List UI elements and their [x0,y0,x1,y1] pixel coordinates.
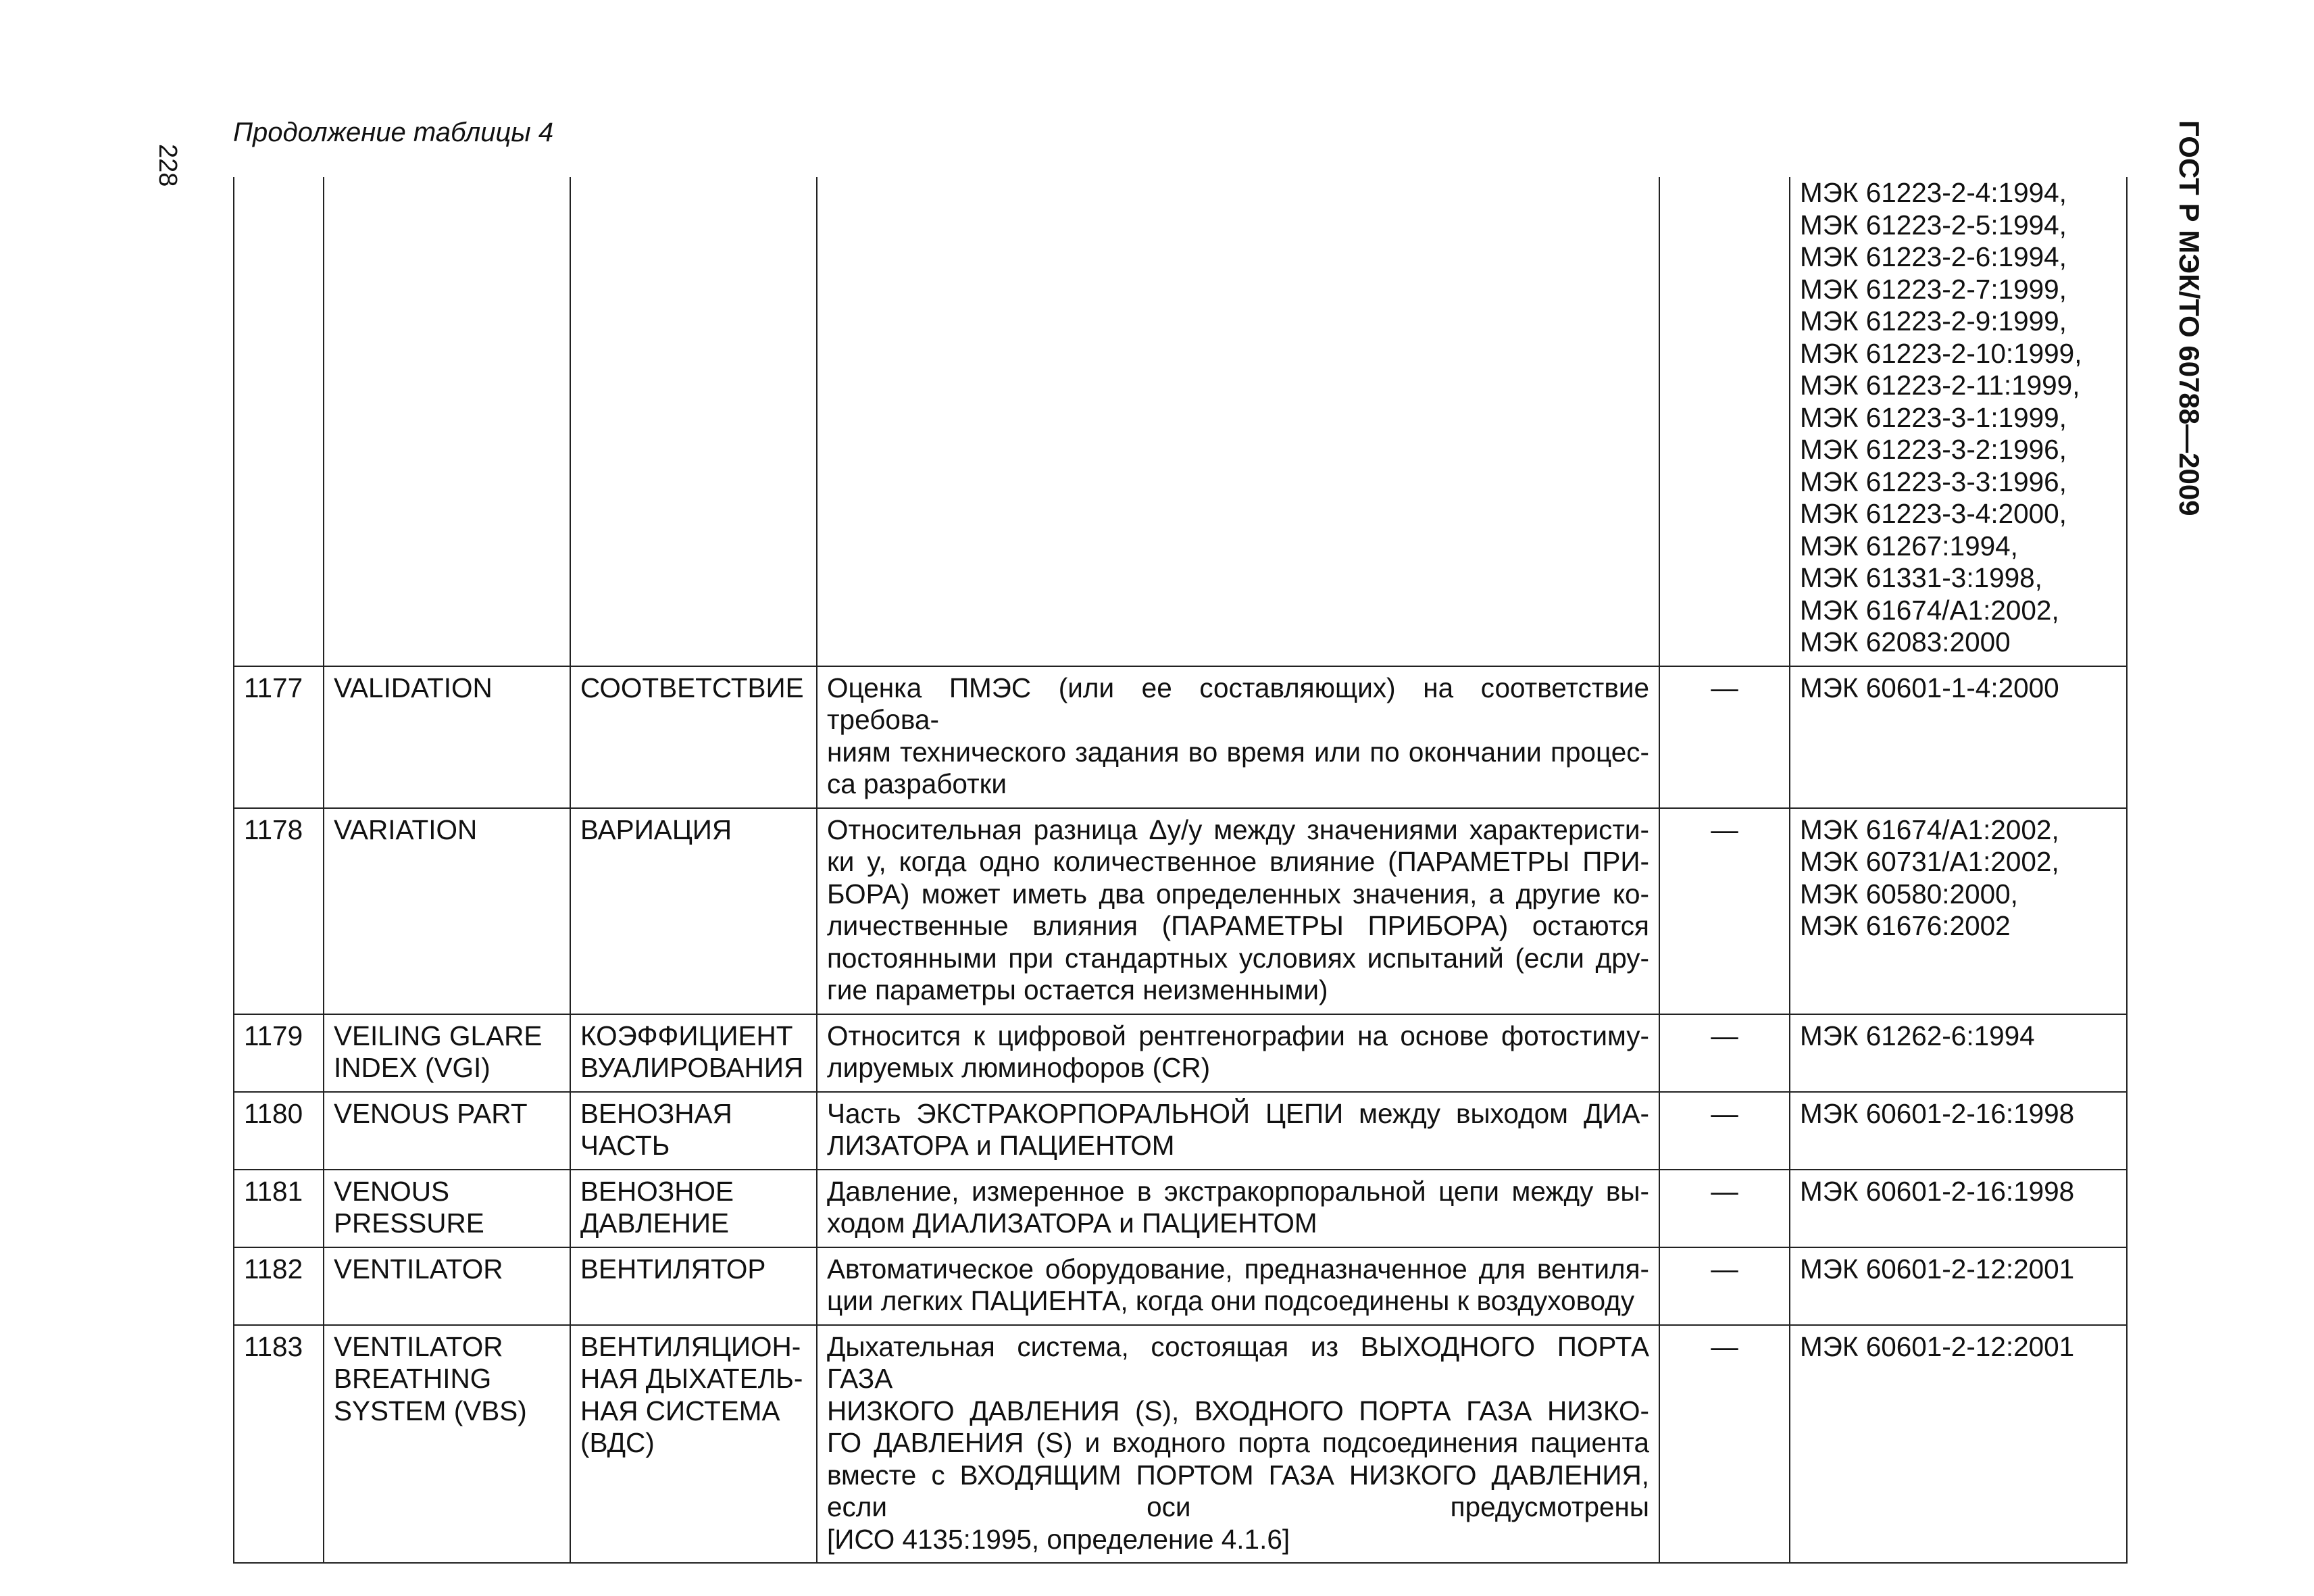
cell-line: Относится к цифровой рентгенографии на основе фотостиму- [827,1020,1649,1051]
cell-line: лируемых люминофоров (CR) [827,1052,1211,1083]
table-row [234,666,2127,808]
note-cell: — [1659,808,1790,1014]
refs-cell [1790,1092,2127,1170]
cell-line: МЭК 60601-2-12:2001 [1800,1253,2075,1285]
definition-cell [817,1247,1659,1325]
en-term-cell [324,1325,570,1564]
cell-line: VENTILATOR [334,1330,503,1362]
cell-line: МЭК 61674/А1:2002, [1800,814,2059,845]
en-term-cell [324,1014,570,1092]
cell-line: VALIDATION [334,672,493,703]
table-row-continued [234,177,2127,666]
definition-cell [817,808,1659,1014]
cell-line: МЭК 61223-2-10:1999, [1800,337,2082,369]
terms-table [233,177,2128,1564]
definition-cell [817,1092,1659,1170]
cell-line: ВЕНТИЛЯЦИОН- [580,1330,801,1362]
cell-line: КОЭФФИЦИЕНТ [580,1020,793,1051]
cell-line: МЭК 61223-2-5:1994, [1800,209,2067,241]
cell-line: МЭК 61223-2-11:1999, [1800,370,2080,401]
cell-line: МЭК 61262-6:1994 [1800,1020,2035,1051]
definition-cell [817,666,1659,808]
definition-cell [817,1014,1659,1092]
table-row [234,808,2127,1014]
en-term-cell [324,1092,570,1170]
note-cell: — [1659,666,1790,808]
cell-line: са разработки [827,768,1007,799]
ru-term-cell [570,808,817,1014]
cell-line: МЭК 61223-2-7:1999, [1800,273,2067,305]
note-cell: — [1659,1014,1790,1092]
cell-line: НАЯ ДЫХАТЕЛЬ- [580,1363,803,1394]
cell-line: VENOUS PART [334,1097,528,1129]
en-term-cell [324,1247,570,1325]
num-cell: 1179 [234,1014,324,1092]
cell-line: МЭК 61223-2-9:1999, [1800,305,2067,336]
cell-line: НИЗКОГО ДАВЛЕНИЯ (S), ВХОДНОГО ПОРТА ГАЗА НИЗКО- [827,1395,1649,1426]
cell-line: Относительная разница Δy/y между значениями характеристи- [827,814,1649,845]
cell-line: МЭК 60601-1-4:2000 [1800,672,2059,703]
cell-line: (ВДС) [580,1427,655,1458]
cell-line: МЭК 60601-2-16:1998 [1800,1175,2075,1207]
cell-line: [ИСО 4135:1995, определение 4.1.6] [827,1523,1290,1555]
cell-line: МЭК 61267:1994, [1800,530,2018,562]
note-cell: — [1659,1170,1790,1247]
cell-line: ЧАСТЬ [580,1130,670,1161]
cell-line: Давление, измеренное в экстракорпоральной цепи между вы- [827,1175,1649,1207]
cell-line: гие параметры остается неизменными) [827,974,1328,1005]
cell-line: VEILING GLARE [334,1020,543,1051]
cell-line: МЭК 62083:2000 [1800,626,2011,657]
note-cell: — [1659,1092,1790,1170]
cell-line: МЭК 60580:2000, [1800,878,2018,909]
cell-line: Оценка ПМЭС (или ее составляющих) на соответствие требова- [827,672,1649,735]
cell-line: ВЕНТИЛЯТОР [580,1253,766,1285]
num-cell: 1180 [234,1092,324,1170]
en-term-cell [324,1170,570,1247]
note-cell: — [1659,1247,1790,1325]
cell-line: МЭК 60601-2-12:2001 [1800,1330,2075,1362]
cell-line: ДАВЛЕНИЕ [580,1207,729,1239]
cell-line: VARIATION [334,814,478,845]
cell-line: МЭК 61223-2-6:1994, [1800,241,2067,272]
table-row [234,1092,2127,1170]
cell-line: ции легких ПАЦИЕНТА, когда они подсоединены к воздуховоду [827,1285,1635,1316]
cell-line: ВЕНОЗНОЕ [580,1175,734,1207]
table-row [234,1014,2127,1092]
cell-line: INDEX (VGI) [334,1052,491,1083]
ru-term-cell [570,1014,817,1092]
cell-line: Часть ЭКСТРАКОРПОРАЛЬНОЙ ЦЕПИ между выходом ДИА- [827,1097,1649,1129]
cell-line: вместе с ВХОДЯЩИМ ПОРТОМ ГАЗА НИЗКОГО ДАВЛЕНИЯ, [827,1459,1649,1491]
ru-term-cell [570,177,817,666]
cell-line: МЭК 61223-3-4:2000, [1800,498,2067,529]
cell-line: Дыхательная система, состоящая из ВЫХОДНОГО ПОРТА ГАЗА [827,1330,1649,1394]
ru-term-cell [570,1325,817,1564]
definition-cell [817,1325,1659,1564]
num-cell: 1181 [234,1170,324,1247]
note-cell [1659,177,1790,666]
refs-cell [1790,1247,2127,1325]
cell-line: личественные влияния (ПАРАМЕТРЫ ПРИБОРА) остаются [827,910,1649,941]
cell-line: МЭК 60601-2-16:1998 [1800,1097,2075,1129]
cell-line: если оси предусмотрены [827,1491,1649,1522]
cell-line: ходом ДИАЛИЗАТОРА и ПАЦИЕНТОМ [827,1207,1317,1239]
cell-line: ниям технического задания во время или по окончании процес- [827,736,1649,768]
cell-line: постоянными при стандартных условиях испытаний (если дру- [827,942,1649,974]
cell-line: МЭК 61676:2002 [1800,910,2011,941]
cell-line: ВЕНОЗНАЯ [580,1097,732,1129]
definition-cell [817,177,1659,666]
num-cell: 1178 [234,808,324,1014]
cell-line: МЭК 60731/А1:2002, [1800,846,2059,877]
en-term-cell [324,177,570,666]
cell-line: МЭК 61223-3-2:1996, [1800,434,2067,465]
cell-line: ки y, когда одно количественное влияние (ПАРАМЕТРЫ ПРИ- [827,846,1649,877]
cell-line: SYSTEM (VBS) [334,1395,527,1426]
refs-cell [1790,808,2127,1014]
num-cell: 1182 [234,1247,324,1325]
cell-line: НАЯ СИСТЕМА [580,1395,780,1426]
ru-term-cell [570,1247,817,1325]
cell-line: BREATHING [334,1363,492,1394]
ru-term-cell [570,1092,817,1170]
table-row [234,1325,2127,1564]
page-number: 228 [153,144,182,187]
cell-line: Автоматическое оборудование, предназначенное для вентиля- [827,1253,1649,1285]
en-term-cell [324,808,570,1014]
table-continuation-caption: Продолжение таблицы 4 [233,118,554,147]
num-cell: 1177 [234,666,324,808]
cell-line: VENTILATOR [334,1253,503,1285]
num-cell [234,177,324,666]
ru-term-cell [570,1170,817,1247]
cell-line: БОРА) может иметь два определенных значения, а другие ко- [827,878,1649,909]
standard-designation: ГОСТ Р МЭК/ТО 60788—2009 [2173,120,2205,516]
cell-line: PRESSURE [334,1207,484,1239]
cell-line: МЭК 61223-3-1:1999, [1800,401,2067,433]
cell-line: ВУАЛИРОВАНИЯ [580,1052,804,1083]
ru-term-cell [570,666,817,808]
en-term-cell [324,666,570,808]
cell-line: МЭК 61674/А1:2002, [1800,594,2059,626]
table-row [234,1247,2127,1325]
cell-line: МЭК 61331-3:1998, [1800,562,2042,593]
note-cell: — [1659,1325,1790,1564]
terms-table-body [234,177,2127,1563]
cell-line: ВАРИАЦИЯ [580,814,732,845]
cell-line: ЛИЗАТОРА и ПАЦИЕНТОМ [827,1130,1175,1161]
cell-line: МЭК 61223-3-3:1996, [1800,466,2067,497]
refs-cell [1790,1170,2127,1247]
table-row [234,1170,2127,1247]
refs-cell [1790,1014,2127,1092]
refs-cell [1790,666,2127,808]
cell-line: МЭК 61223-2-4:1994, [1800,177,2067,208]
refs-cell [1790,1325,2127,1564]
num-cell: 1183 [234,1325,324,1564]
refs-cell [1790,177,2127,666]
definition-cell [817,1170,1659,1247]
cell-line: СООТВЕТСТВИЕ [580,672,804,703]
cell-line: VENOUS [334,1175,450,1207]
cell-line: ГО ДАВЛЕНИЯ (S) и входного порта подсоединения пациента [827,1427,1649,1458]
